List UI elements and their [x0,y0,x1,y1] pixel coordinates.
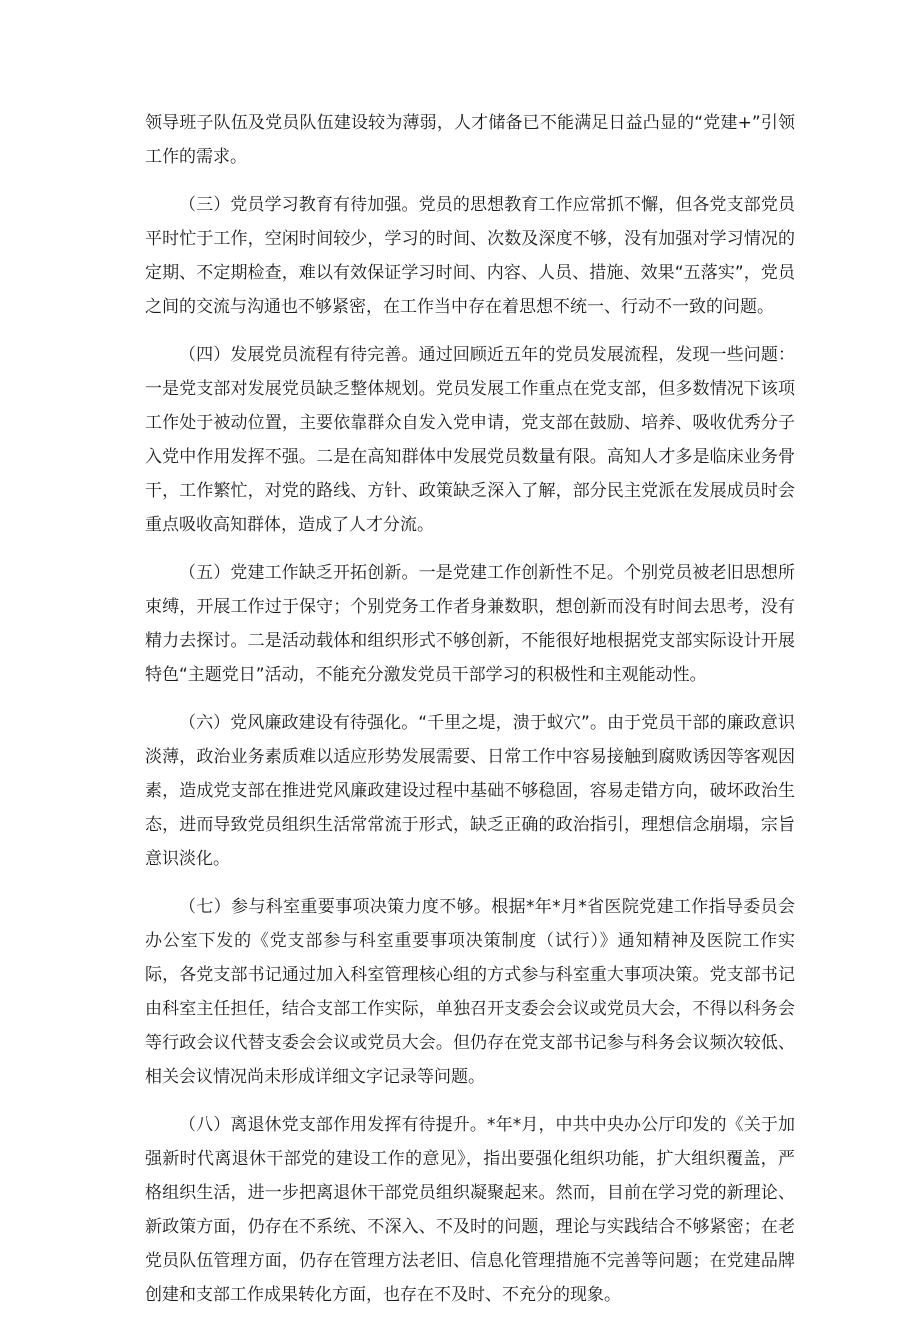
document-body [145,106,795,1326]
paragraph-section-5: （五）党建工作缺乏开拓创新。一是党建工作创新性不足。个别党员被老旧思想所束缚，开展工作过于保守；个别党务工作者身兼数职，想创新而没有时间去思考，没有精力去探讨。二是活动载体和组织形式不够创新，不能很好地根据党支部实际设计开展特色“主题党日”活动，不能充分激发党员干部学习的积极性和主观能动性。 [145,563,795,685]
paragraph-section-3: （三）党员学习教育有待加强。党员的思想教育工作应常抓不懈，但各党支部党员平时忙于工作，空闲时间较少，学习的时间、次数及深度不够，没有加强对学习情况的定期、不定期检查，难以有效保证学习时间、内容、人员、措施、效果“五落实”，党员之间的交流与沟通也不够紧密，在工作当中存在着思想不统一、行动不一致的问题。 [145,195,795,317]
paragraph-section-6: （六）党风廉政建设有待强化。“千里之堤，溃于蚁穴”。由于党员干部的廉政意识淡薄，政治业务素质难以适应形势发展需要、日常工作中容易接触到腐败诱因等客观因素，造成党支部在推进党风廉政建设过程中基础不够稳固，容易走错方向，破坏政治生态，进而导致党员组织生活常常流于形式，缺乏正确的政治指引，理想信念崩塌，宗旨意识淡化。 [145,713,795,869]
paragraph-section-7: （七）参与科室重要事项决策力度不够。根据*年*月*省医院党建工作指导委员会办公室下发的《党支部参与科室重要事项决策制度（试行）》通知精神及医院工作实际，各党支部书记通过加入科室管理核心组的方式参与科室重大事项决策。党支部书记由科室主任担任，结合支部工作实际，单独召开支委会会议或党员大会，不得以科务会等行政会议代替支委会会议或党员大会。但仍存在党支部书记参与科务会议频次较低、相关会议情况尚未形成详细文字记录等问题。 [145,897,795,1087]
paragraph-continued: 领导班子队伍及党员队伍建设较为薄弱，人才储备已不能满足日益凸显的“党建+”引领工作的需求。 [145,113,795,167]
paragraph-section-8: （八）离退休党支部作用发挥有待提升。*年*月，中共中央办公厅印发的《关于加强新时代离退休干部党的建设工作的意见》，指出要强化组织功能，扩大组织覆盖，严格组织生活，进一步把离退休干部党员组织凝聚起来。然而，目前在学习党的新理论、新政策方面，仍存在不系统、不深入、不及时的问题，理论与实践结合不够紧密；在老党员队伍管理方面，仍存在管理方法老旧、信息化管理措施不完善等问题；在党建品牌创建和支部工作成果转化方面，也存在不及时、不充分的现象。 [145,1115,795,1305]
paragraph-section-4: （四）发展党员流程有待完善。通过回顾近五年的党员发展流程，发现一些问题：一是党支部对发展党员缺乏整体规划。党员发展工作重点在党支部，但多数情况下该项工作处于被动位置，主要依靠群众自发入党申请，党支部在鼓励、培养、吸收优秀分子入党中作用发挥不强。二是在高知群体中发展党员数量有限。高知人才多是临床业务骨干，工作繁忙，对党的路线、方针、政策缺乏深入了解，部分民主党派在发展成员时会重点吸收高知群体，造成了人才分流。 [145,345,795,535]
